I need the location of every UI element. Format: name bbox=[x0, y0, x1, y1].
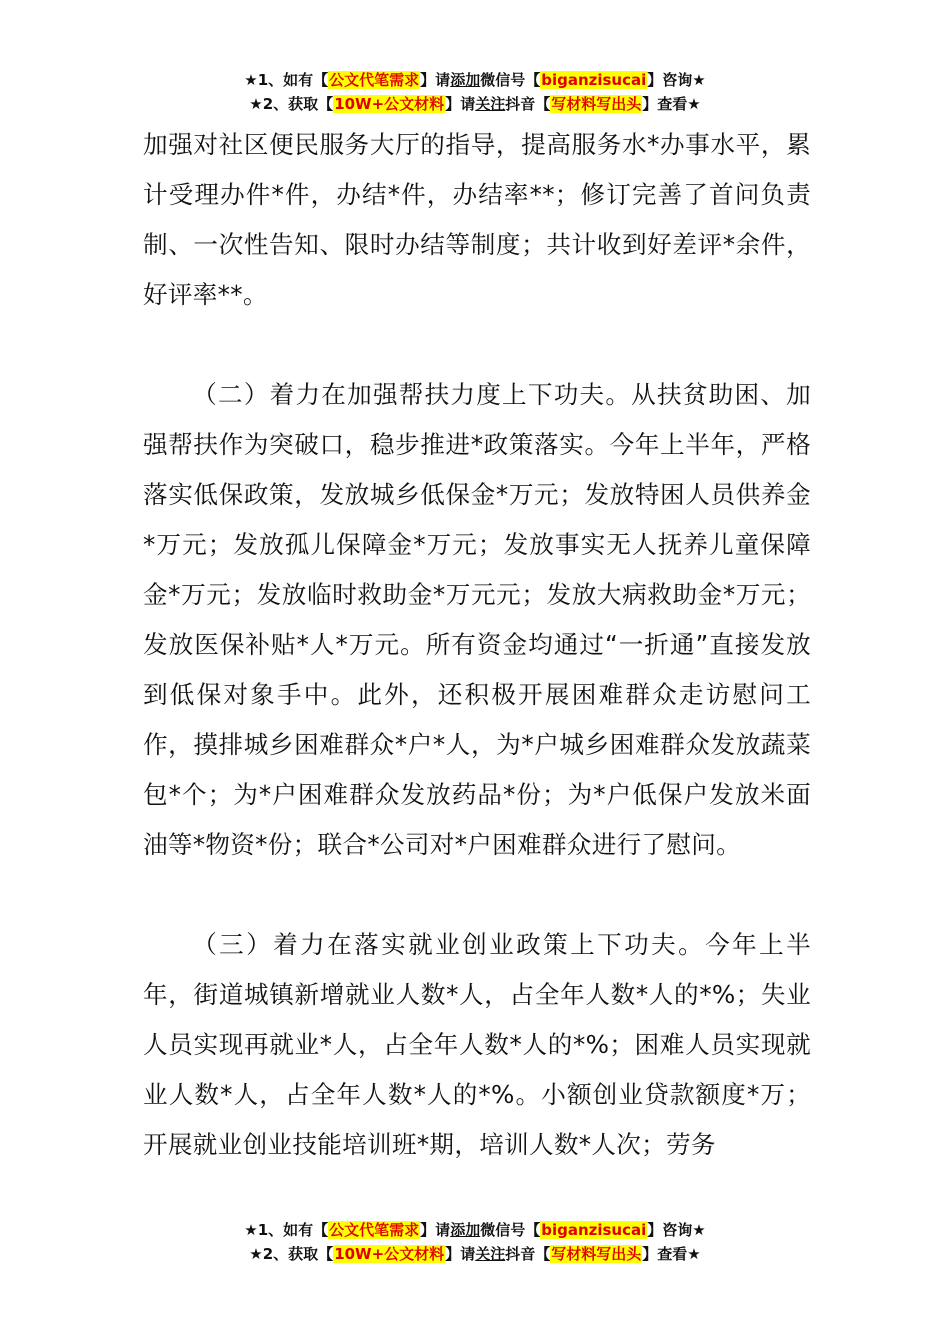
banner-text: 抖音【 bbox=[505, 1245, 551, 1263]
footer-banner bbox=[0, 1218, 950, 1266]
paragraph-section-3: （三）着力在落实就业创业政策上下功夫。今年上半年，街道城镇新增就业人数*人，占全年人数*人的*%；失业人员实现再就业*人，占全年人数*人的*%；困难人员实现就业人数*人，占全年人数*人的*%。小额创业贷款额度*万；开展就业创业技能培训班*期，培训人数*人次；劳务 bbox=[143, 930, 811, 1159]
paragraph-section-2: （二）着力在加强帮扶力度上下功夫。从扶贫助困、加强帮扶作为突破口，稳步推进*政策落实。今年上半年，严格落实低保政策，发放城乡低保金*万元；发放特困人员供养金*万元；发放孤儿保障金*万元；发放事实无人抚养儿童保障金*万元；发放临时救助金*万元元；发放大病救助金*万元；发放医保补贴*人*万元。所有资金均通过“一折通”直接发放到低保对象手中。此外，还积极开展困难群众走访慰问工作，摸排城乡困难群众*户*人，为*户城乡困难群众发放蔬菜包*个；为*户困难群众发放药品*份；为*户低保户发放米面油等*物资*份；联合*公司对*户困难群众进行了慰问。 bbox=[143, 380, 811, 859]
banner-text: 】请 bbox=[420, 71, 451, 89]
banner-underline: 关注 bbox=[475, 95, 506, 113]
banner-text: 】请 bbox=[445, 95, 476, 113]
banner-line-2 bbox=[0, 92, 950, 116]
banner-text: 抖音【 bbox=[505, 95, 551, 113]
header-banner bbox=[0, 68, 950, 116]
banner-text: 】咨询★ bbox=[647, 1221, 706, 1239]
banner-underline: 添加 bbox=[450, 71, 481, 89]
banner-text: ★2、获取【 bbox=[249, 95, 334, 113]
banner-text: 】查看★ bbox=[642, 95, 701, 113]
banner-text: 】请 bbox=[420, 1221, 451, 1239]
banner-line-1 bbox=[0, 68, 950, 92]
banner-highlight: 公文代笔需求 bbox=[329, 71, 420, 89]
banner-text: ★1、如有【 bbox=[244, 71, 329, 89]
banner-highlight: 写材料写出头 bbox=[551, 95, 642, 113]
banner-text: 】查看★ bbox=[642, 1245, 701, 1263]
banner-highlight: 公文代笔需求 bbox=[329, 1221, 420, 1239]
banner-underline: 关注 bbox=[475, 1245, 506, 1263]
banner-highlight: biganzisucai bbox=[541, 1221, 647, 1239]
banner-line-2 bbox=[0, 1242, 950, 1266]
banner-highlight: biganzisucai bbox=[541, 71, 647, 89]
banner-text: ★1、如有【 bbox=[244, 1221, 329, 1239]
banner-highlight: 写材料写出头 bbox=[551, 1245, 642, 1263]
banner-text: 】咨询★ bbox=[647, 71, 706, 89]
banner-highlight: 10W+公文材料 bbox=[334, 1245, 445, 1263]
banner-text: 微信号【 bbox=[480, 1221, 541, 1239]
banner-highlight: 10W+公文材料 bbox=[334, 95, 445, 113]
document-body bbox=[143, 120, 811, 1170]
paragraph-continuation: 加强对社区便民服务大厅的指导，提高服务水*办事水平，累计受理办件*件，办结*件，办结率**；修订完善了首问负责制、一次性告知、限时办结等制度；共计收到好差评*余件，好评率**。 bbox=[143, 130, 811, 309]
banner-underline: 添加 bbox=[450, 1221, 481, 1239]
banner-text: 微信号【 bbox=[480, 71, 541, 89]
banner-line-1 bbox=[0, 1218, 950, 1242]
banner-text: 】请 bbox=[445, 1245, 476, 1263]
banner-text: ★2、获取【 bbox=[249, 1245, 334, 1263]
